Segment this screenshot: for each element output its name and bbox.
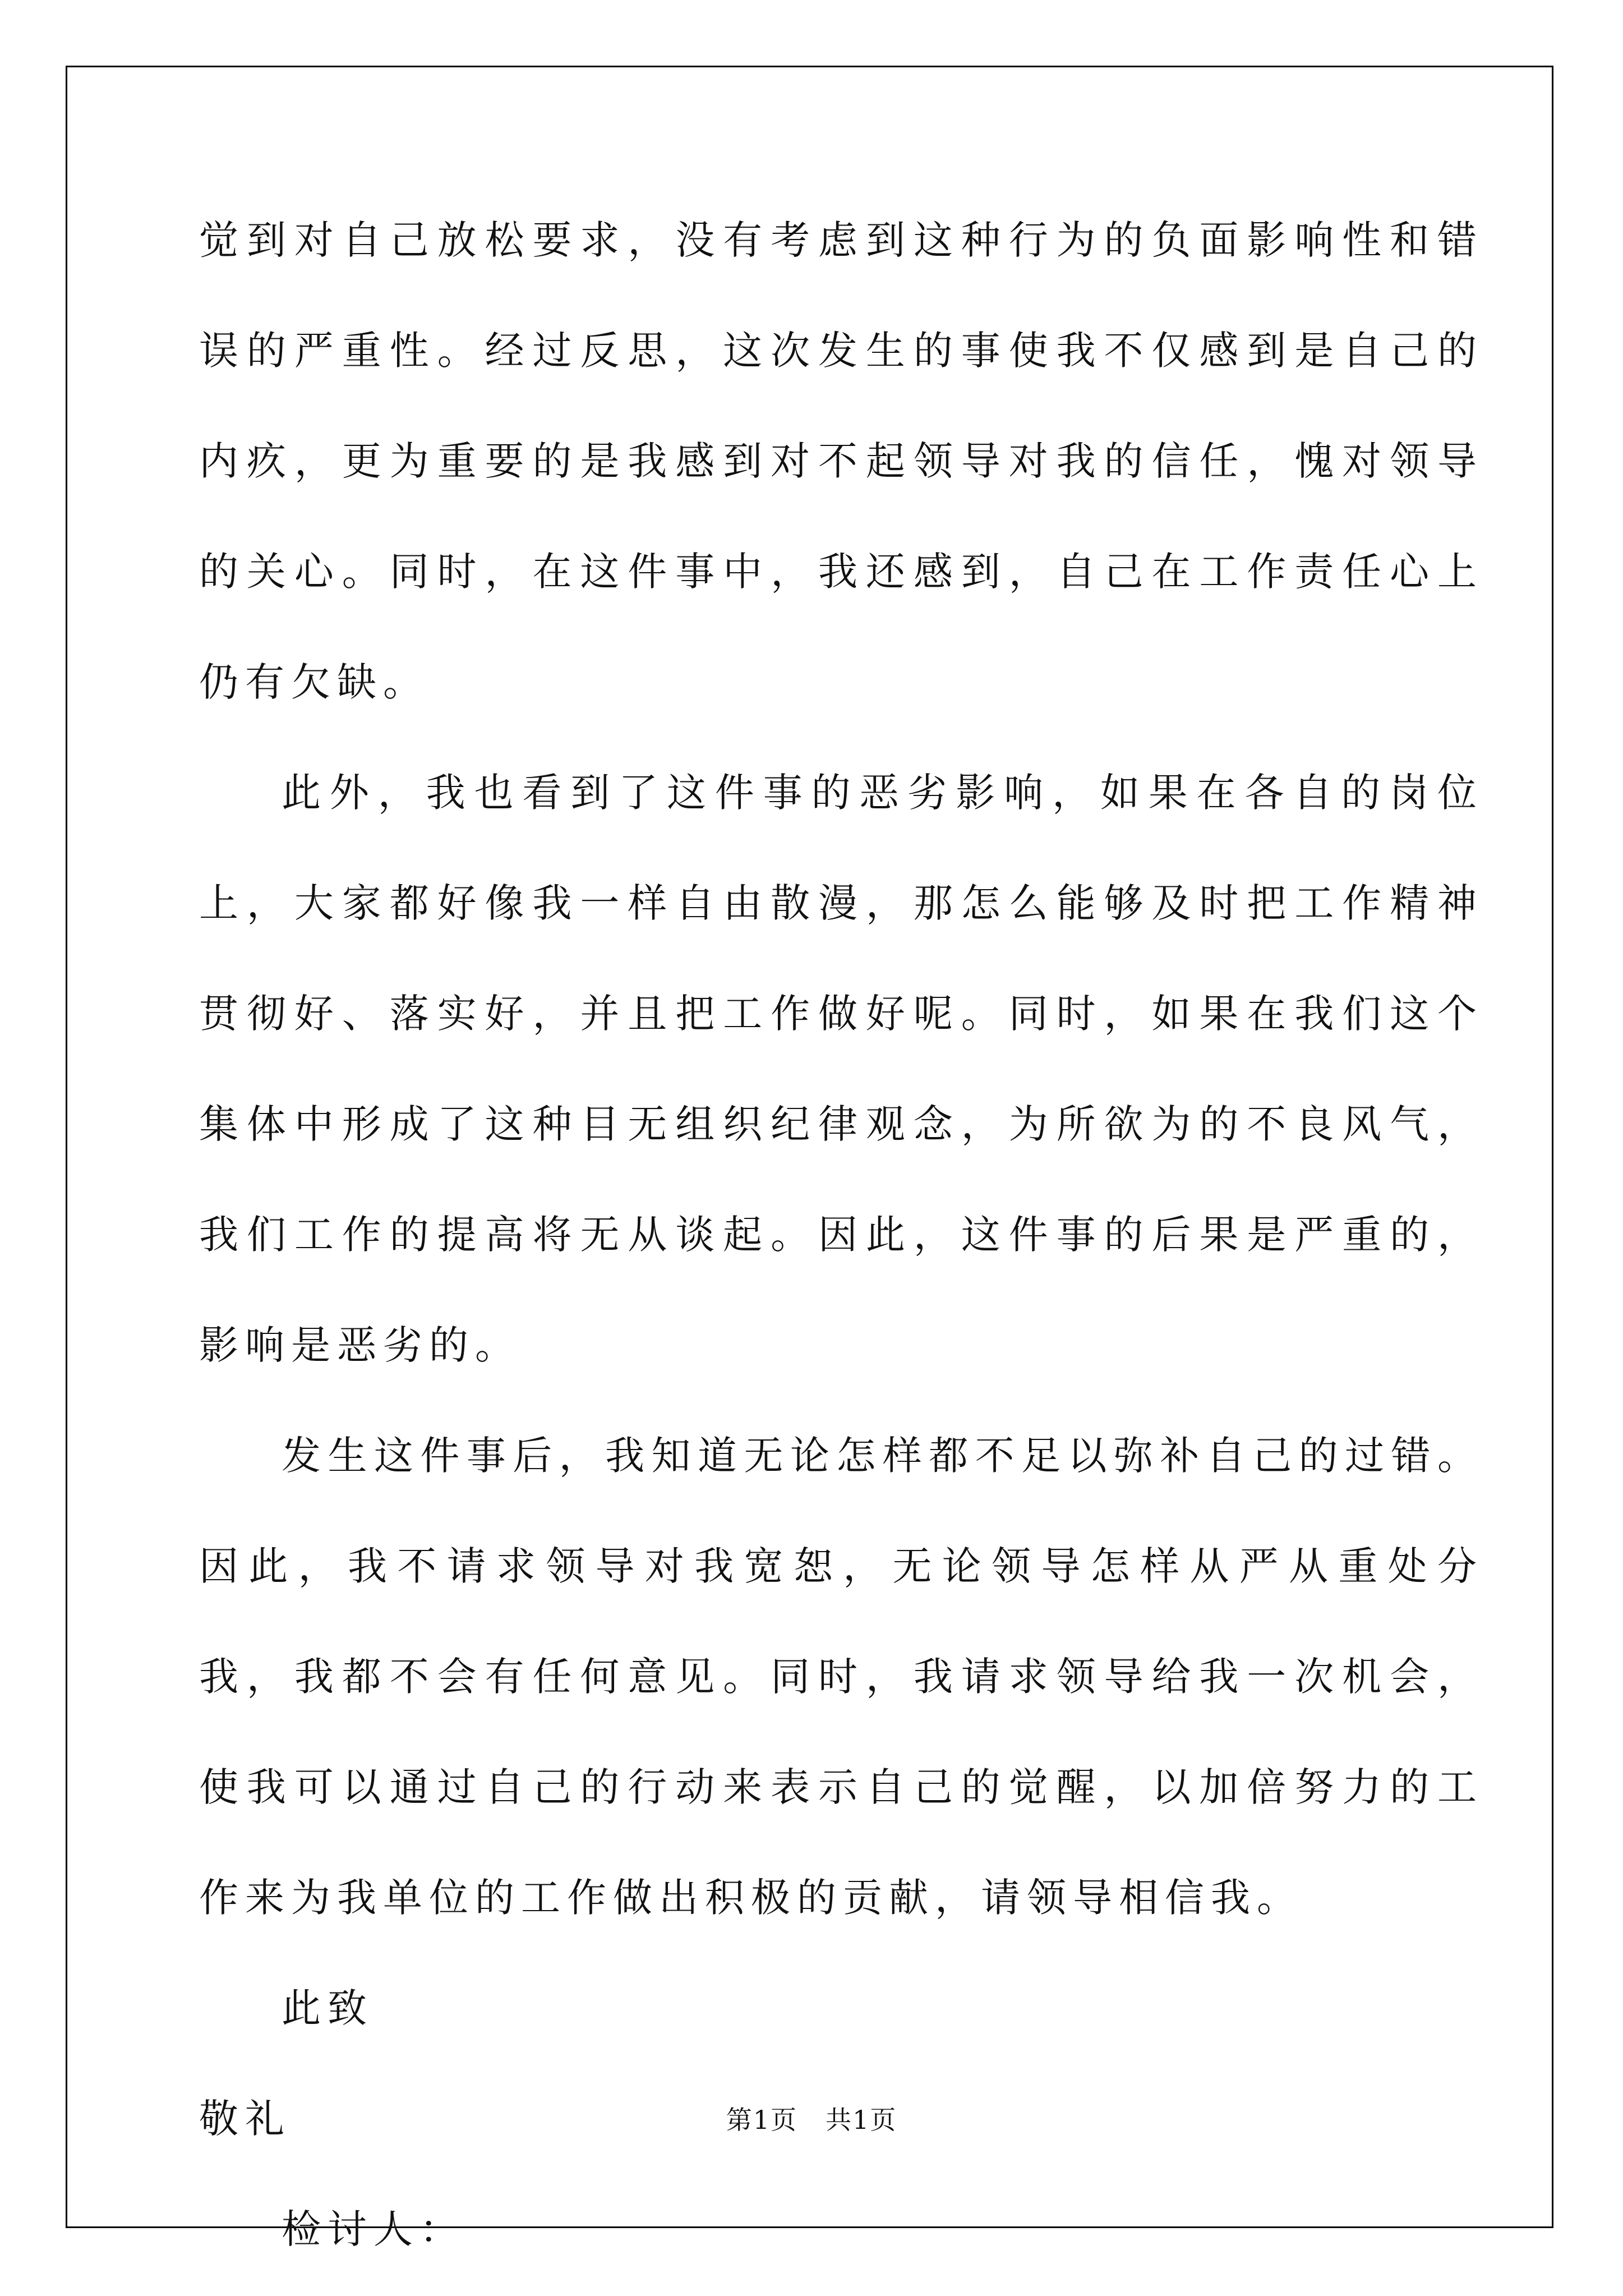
document-body xyxy=(199,185,1483,2285)
paragraph-3: 发生这件事后，我知道无论怎样都不足以弥补自己的过错。因此，我不请求领导对我宽恕，无论领导怎样从严从重处分我，我都不会有任何意见。同时，我请求领导给我一次机会，使我可以通过自己的行动来表示自己的觉醒，以加倍努力的工作来为我单位的工作做出积极的贡献，请领导相信我。 xyxy=(199,1433,1483,1921)
page-total: 共1页 xyxy=(825,2105,897,2135)
signature-label: 检讨人： xyxy=(282,2206,465,2252)
paragraph-1: 觉到对自己放松要求，没有考虑到这种行为的负面影响性和错误的严重性。经过反思，这次发生的事使我不仅感到是自己的内疚，更为重要的是我感到对不起领导对我的信任，愧对领导的关心。同时，在这件事中，我还感到，自己在工作责任心上仍有欠缺。 xyxy=(199,217,1483,705)
page-footer xyxy=(0,2100,1623,2137)
salutation-line: 敬礼 xyxy=(199,2096,291,2142)
page-number: 第1页 xyxy=(726,2105,798,2135)
closing-line: 此致 xyxy=(282,1985,374,2031)
paragraph-2: 此外，我也看到了这件事的恶劣影响，如果在各自的岗位上，大家都好像我一样自由散漫，那怎么能够及时把工作精神贯彻好、落实好，并且把工作做好呢。同时，如果在我们这个集体中形成了这种目无组织纪律观念，为所欲为的不良风气，我们工作的提高将无从谈起。因此，这件事的后果是严重的，影响是恶劣的。 xyxy=(199,770,1483,1368)
